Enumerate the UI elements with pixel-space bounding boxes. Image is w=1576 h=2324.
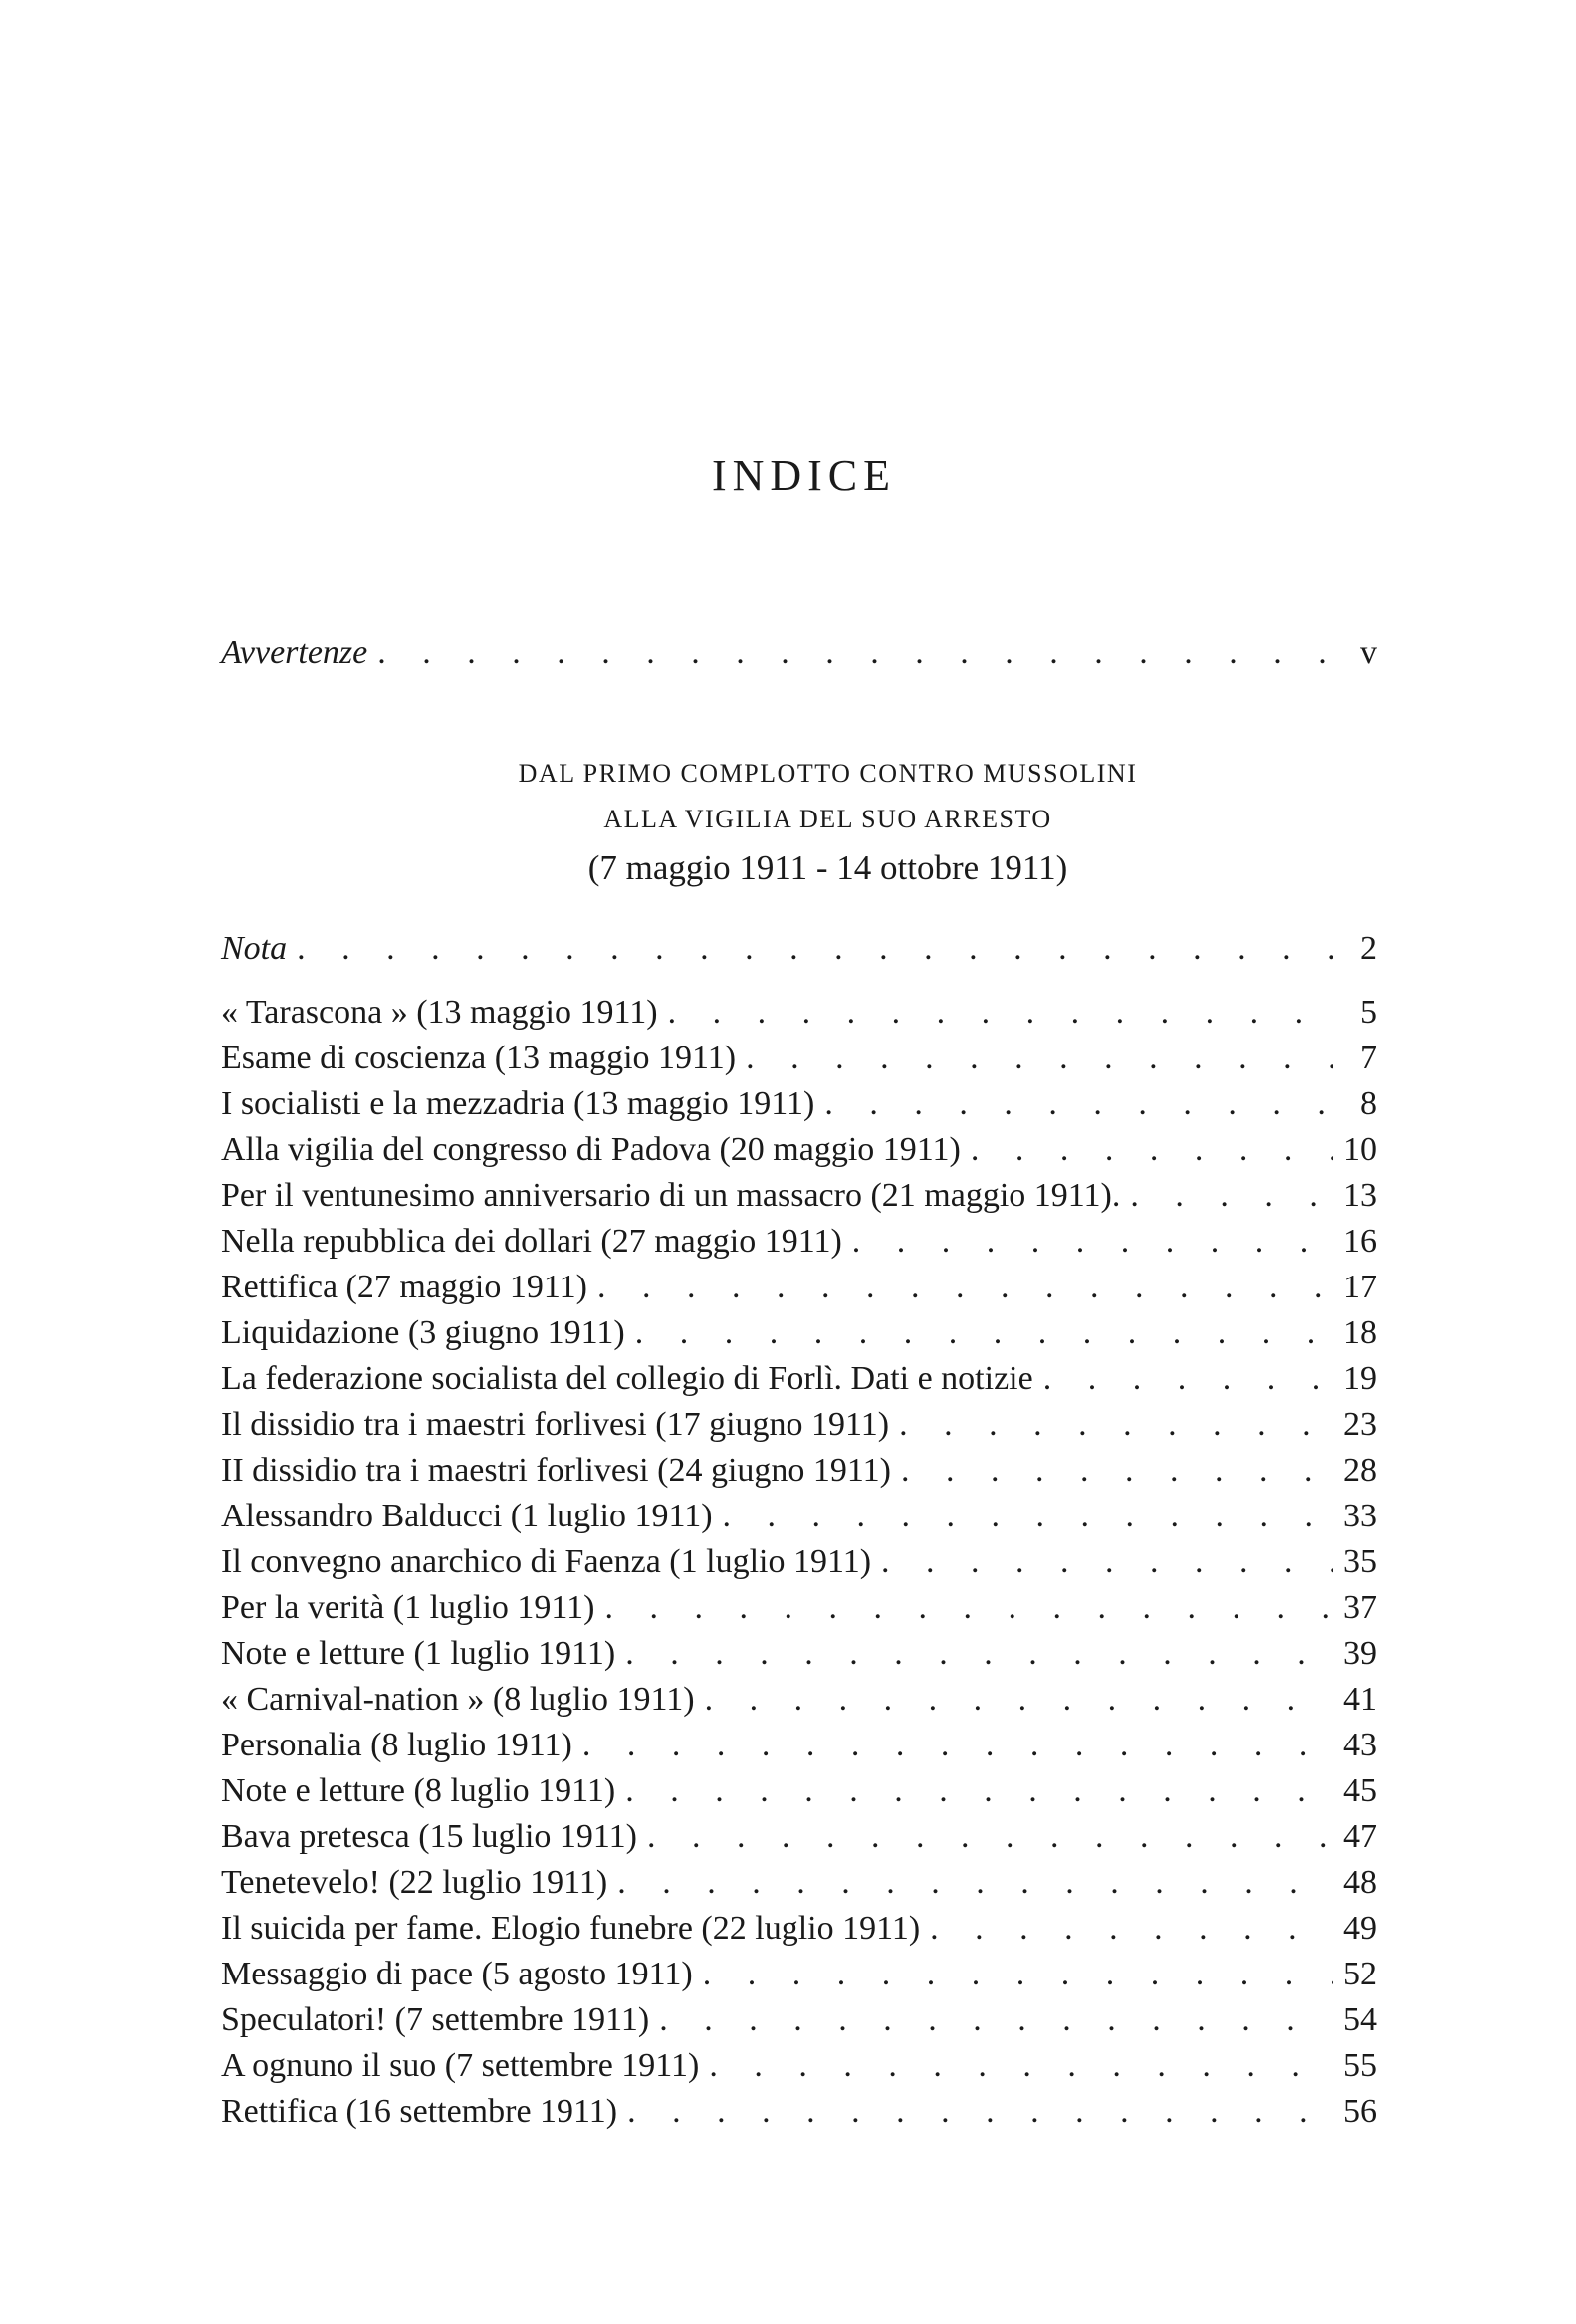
toc-entry (221, 1631, 1377, 1677)
dot-leader (814, 1081, 1333, 1127)
toc-entry-label: Il convegno anarchico di Faenza (1 luglio 1911) (221, 1543, 872, 1580)
toc-entry-avvertenze (221, 630, 1377, 676)
toc-entry-label: II dissidio tra i maestri forlivesi (24 giugno 1911) (221, 1452, 891, 1489)
dot-leader (617, 2089, 1333, 2135)
dot-leader (693, 1952, 1333, 1997)
toc-entry-nota (221, 926, 1377, 972)
toc-entry-label: Speculatori! (7 settembre 1911) (221, 2001, 650, 2038)
dot-leader (625, 1310, 1333, 1356)
toc-entry-page: 47 (1343, 1818, 1377, 1855)
dot-leader (961, 1127, 1333, 1173)
dot-leader (889, 1402, 1333, 1448)
dot-leader (1033, 1356, 1333, 1402)
dot-leader (699, 2043, 1333, 2089)
toc-entry (221, 990, 1377, 1036)
toc-entry (221, 1448, 1377, 1494)
dot-leader (658, 990, 1333, 1036)
toc-entry (221, 1677, 1377, 1723)
toc-entry (221, 1906, 1377, 1952)
dot-leader (649, 1997, 1333, 2043)
toc-entry-label: La federazione socialista del collegio di Forlì. Dati e notizie (221, 1360, 1033, 1397)
toc-entry-page: 17 (1343, 1269, 1377, 1305)
toc-entry-page: 33 (1343, 1498, 1377, 1534)
toc-entry-label: Nella repubblica dei dollari (27 maggio 1911) (221, 1223, 842, 1260)
toc-entry (221, 1127, 1377, 1173)
dot-leader (594, 1585, 1333, 1631)
toc-entry (221, 1723, 1377, 1768)
toc-entry-label: « Carnival-nation » (8 luglio 1911) (221, 1681, 695, 1718)
toc-entry-page: 5 (1360, 994, 1377, 1031)
dot-leader (615, 1631, 1333, 1677)
toc-entry-label: Liquidazione (3 giugno 1911) (221, 1314, 625, 1351)
toc-entry-label: Rettifica (16 settembre 1911) (221, 2093, 618, 2130)
toc-entry (221, 2089, 1377, 2135)
toc-entry-page: 2 (1360, 930, 1377, 967)
dot-leader (695, 1677, 1333, 1723)
toc-entry (221, 1494, 1377, 1539)
toc-entry-label: A ognuno il suo (7 settembre 1911) (221, 2047, 700, 2084)
toc-entry-label: Per la verità (1 luglio 1911) (221, 1589, 595, 1626)
toc-entry (221, 1081, 1377, 1127)
dot-leader (736, 1036, 1333, 1081)
toc-entry (221, 1356, 1377, 1402)
toc-entry-label: Il dissidio tra i maestri forlivesi (17 giugno 1911) (221, 1406, 890, 1443)
toc-entry-page: 49 (1343, 1910, 1377, 1947)
dot-leader (891, 1448, 1333, 1494)
dot-leader (1120, 1173, 1333, 1219)
toc-entry-page: 28 (1343, 1452, 1377, 1489)
toc-entry (221, 1860, 1377, 1906)
dot-leader (637, 1814, 1333, 1860)
toc-entry-label: Note e letture (8 luglio 1911) (221, 1772, 616, 1809)
dot-leader (287, 926, 1333, 972)
toc-entry-label: Alessandro Balducci (1 luglio 1911) (221, 1498, 713, 1534)
dot-leader (871, 1539, 1333, 1585)
dot-leader (607, 1860, 1333, 1906)
toc-entry-page: 39 (1343, 1635, 1377, 1672)
toc-entry (221, 1585, 1377, 1631)
toc-entry (221, 1173, 1377, 1219)
toc-entry (221, 1952, 1377, 1997)
dot-leader (713, 1494, 1333, 1539)
dot-leader (842, 1219, 1333, 1265)
dot-leader (572, 1723, 1333, 1768)
toc-entry-page: 23 (1343, 1406, 1377, 1443)
toc-entry-page: 16 (1343, 1223, 1377, 1260)
toc-entry-label: Tenetevelo! (22 luglio 1911) (221, 1864, 608, 1901)
toc-entry (221, 1814, 1377, 1860)
toc-entry (221, 1997, 1377, 2043)
toc-entry-page: 43 (1343, 1727, 1377, 1763)
toc-entry-page: 55 (1343, 2047, 1377, 2084)
toc-entry-label: Rettifica (27 maggio 1911) (221, 1269, 587, 1305)
toc-entry-label: Per il ventunesimo anniversario di un massacro (21 maggio 1911). (221, 1177, 1121, 1214)
toc-entry-page: 37 (1343, 1589, 1377, 1626)
toc-entry-label: Personalia (8 luglio 1911) (221, 1727, 572, 1763)
toc-entry (221, 1539, 1377, 1585)
toc-entry (221, 1265, 1377, 1310)
toc-entry-page: 56 (1343, 2093, 1377, 2130)
section-date-range: (7 maggio 1911 - 14 ottobre 1911) (587, 848, 1068, 887)
dot-leader (615, 1768, 1333, 1814)
toc-entry-label: Il suicida per fame. Elogio funebre (22 luglio 1911) (221, 1910, 921, 1947)
toc-entry-label: Esame di coscienza (13 maggio 1911) (221, 1040, 737, 1076)
toc-entry-label: Messaggio di pace (5 agosto 1911) (221, 1956, 693, 1992)
section-heading-line-1: DAL PRIMO COMPLOTTO CONTRO MUSSOLINI (518, 759, 1138, 788)
toc-entry-label: Nota (221, 930, 288, 967)
dot-leader (587, 1265, 1333, 1310)
toc-entry-page: 18 (1343, 1314, 1377, 1351)
toc-entry-page: 13 (1343, 1177, 1377, 1214)
toc-entry-label: Bava pretesca (15 luglio 1911) (221, 1818, 637, 1855)
toc-entry-page: 41 (1343, 1681, 1377, 1718)
toc-entry-label: « Tarascona » (13 maggio 1911) (221, 994, 658, 1031)
toc-entry (221, 1219, 1377, 1265)
toc-entry-page: 35 (1343, 1543, 1377, 1580)
toc-entry-page: 8 (1360, 1085, 1377, 1122)
toc-entry-label: Avvertenze (221, 634, 368, 671)
dot-leader (367, 630, 1333, 676)
toc-entry (221, 1402, 1377, 1448)
toc-entry-page: 45 (1343, 1772, 1377, 1809)
dot-leader (920, 1906, 1333, 1952)
toc-entry (221, 1036, 1377, 1081)
toc-entry-label: Note e letture (1 luglio 1911) (221, 1635, 616, 1672)
toc-entry-page: v (1360, 634, 1377, 671)
toc-entry-page: 48 (1343, 1864, 1377, 1901)
toc-entry (221, 1310, 1377, 1356)
toc-entry-label: Alla vigilia del congresso di Padova (20 maggio 1911) (221, 1131, 961, 1168)
page-title: INDICE (711, 451, 897, 500)
section-heading-line-2: ALLA VIGILIA DEL SUO ARRESTO (603, 805, 1052, 833)
toc-entry-page: 52 (1343, 1956, 1377, 1992)
toc-entry (221, 1768, 1377, 1814)
toc-entry (221, 2043, 1377, 2089)
toc-entry-label: I socialisti e la mezzadria (13 maggio 1911) (221, 1085, 815, 1122)
toc-entry-page: 10 (1343, 1131, 1377, 1168)
toc-entry-page: 7 (1360, 1040, 1377, 1076)
toc-entry-page: 19 (1343, 1360, 1377, 1397)
toc-entry-page: 54 (1343, 2001, 1377, 2038)
